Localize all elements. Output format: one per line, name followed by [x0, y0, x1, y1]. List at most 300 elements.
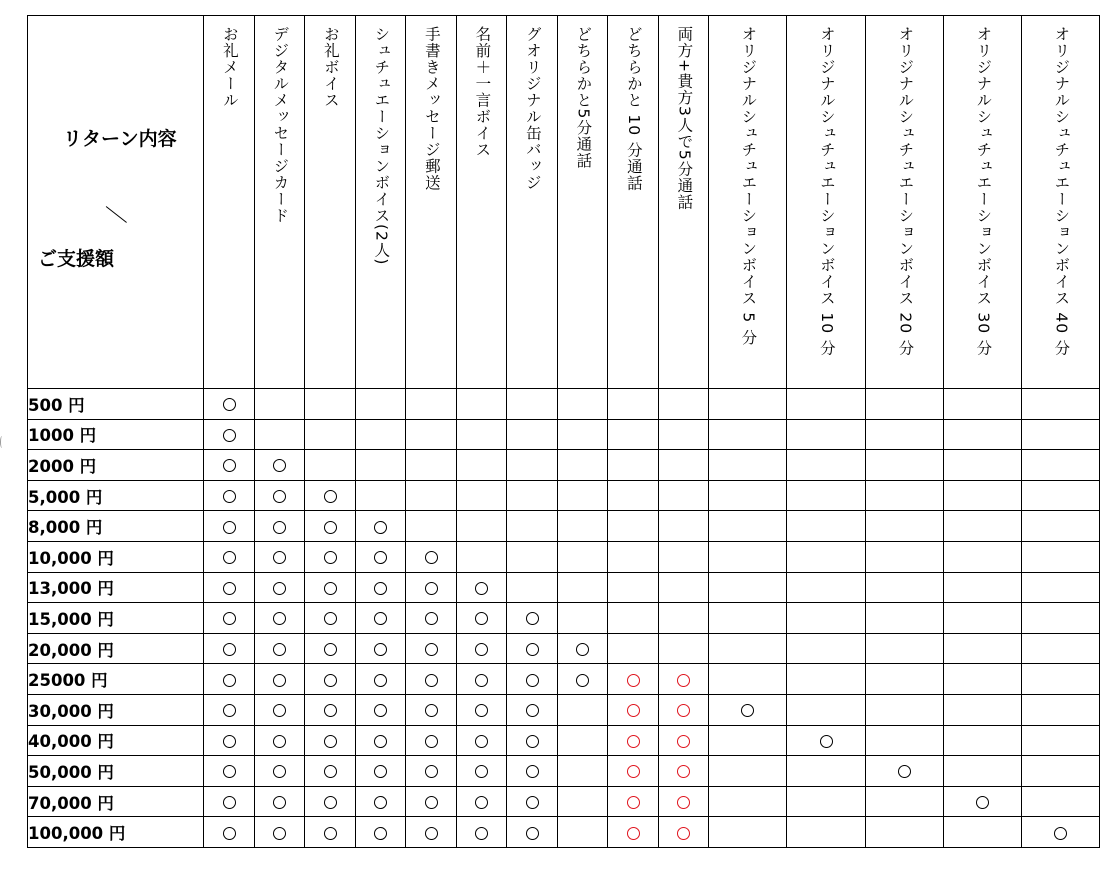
- table-cell: [406, 694, 457, 725]
- table-cell: [305, 572, 356, 603]
- table-cell: [305, 694, 356, 725]
- column-header-5: [406, 16, 457, 389]
- column-header-label: 両方+貴方3人で5分通話: [675, 26, 694, 211]
- table-cell: [204, 450, 255, 481]
- table-cell: [659, 480, 709, 511]
- table-cell: [305, 603, 356, 634]
- table-cell: [255, 633, 305, 664]
- table-cell: [457, 419, 507, 450]
- included-mark: [324, 674, 337, 687]
- table-cell: [406, 389, 457, 420]
- table-cell: [709, 786, 787, 817]
- table-cell: [204, 480, 255, 511]
- included-mark: [425, 582, 438, 595]
- included-mark-red: [627, 765, 640, 778]
- column-header-12: [787, 16, 866, 389]
- column-header-13: [866, 16, 944, 389]
- table-cell: [659, 419, 709, 450]
- table-cell: [356, 389, 406, 420]
- included-mark-red: [627, 674, 640, 687]
- included-mark: [324, 582, 337, 595]
- table-cell: [305, 633, 356, 664]
- table-cell: [608, 541, 659, 572]
- table-cell: [558, 817, 608, 848]
- table-cell: [787, 694, 866, 725]
- table-cell: [255, 725, 305, 756]
- table-cell: [255, 419, 305, 450]
- table-cell: [406, 572, 457, 603]
- table-cell: [944, 603, 1022, 634]
- table-cell: [204, 664, 255, 695]
- table-cell: [1022, 572, 1100, 603]
- table-cell: [709, 541, 787, 572]
- included-mark: [324, 704, 337, 717]
- included-mark: [223, 796, 236, 809]
- table-cell: [204, 725, 255, 756]
- column-header-8: [558, 16, 608, 389]
- included-mark: [898, 765, 911, 778]
- table-cell: [457, 450, 507, 481]
- table-cell: [406, 450, 457, 481]
- table-cell: [944, 664, 1022, 695]
- table-cell: [709, 633, 787, 664]
- table-cell: [558, 756, 608, 787]
- table-row: [28, 480, 1100, 511]
- support-amount: 20,000 円: [28, 633, 204, 664]
- table-cell: [204, 817, 255, 848]
- table-row: [28, 572, 1100, 603]
- table-cell: [457, 817, 507, 848]
- table-cell: [356, 450, 406, 481]
- included-mark: [374, 582, 387, 595]
- included-mark: [526, 612, 539, 625]
- table-cell: [457, 664, 507, 695]
- table-cell: [1022, 419, 1100, 450]
- table-cell: [507, 480, 558, 511]
- table-cell: [558, 633, 608, 664]
- included-mark: [425, 551, 438, 564]
- table-row: [28, 511, 1100, 542]
- table-cell: [659, 817, 709, 848]
- table-cell: [558, 419, 608, 450]
- included-mark: [475, 612, 488, 625]
- column-header-label: シュチュエーションボイス(2人): [372, 26, 391, 266]
- included-mark: [425, 704, 438, 717]
- table-cell: [866, 786, 944, 817]
- table-cell: [787, 480, 866, 511]
- included-mark: [223, 704, 236, 717]
- included-mark: [273, 796, 286, 809]
- included-mark: [223, 459, 236, 472]
- included-mark: [273, 490, 286, 503]
- table-cell: [709, 450, 787, 481]
- included-mark: [425, 674, 438, 687]
- table-cell: [1022, 603, 1100, 634]
- table-row: [28, 786, 1100, 817]
- included-mark: [374, 612, 387, 625]
- table-cell: [787, 389, 866, 420]
- table-cell: [608, 664, 659, 695]
- included-mark: [324, 490, 337, 503]
- table-cell: [1022, 786, 1100, 817]
- included-mark: [324, 796, 337, 809]
- table-cell: [608, 450, 659, 481]
- column-header-label: グオリジナル缶バッジ: [523, 26, 542, 191]
- support-amount: 8,000 円: [28, 511, 204, 542]
- table-cell: [659, 725, 709, 756]
- corner-cell: [28, 16, 204, 389]
- table-row: [28, 756, 1100, 787]
- table-cell: [507, 786, 558, 817]
- table-cell: [204, 694, 255, 725]
- included-mark: [526, 827, 539, 840]
- included-mark-red: [677, 735, 690, 748]
- included-mark: [223, 735, 236, 748]
- table-cell: [457, 511, 507, 542]
- table-cell: [1022, 664, 1100, 695]
- table-cell: [659, 633, 709, 664]
- table-cell: [507, 511, 558, 542]
- support-amount: 25000 円: [28, 664, 204, 695]
- column-header-11: [709, 16, 787, 389]
- table-cell: [204, 541, 255, 572]
- included-mark: [425, 796, 438, 809]
- included-mark: [223, 643, 236, 656]
- left-edge-mark: [0, 436, 4, 448]
- table-cell: [659, 389, 709, 420]
- table-cell: [305, 664, 356, 695]
- table-cell: [659, 541, 709, 572]
- table-cell: [558, 603, 608, 634]
- table-cell: [608, 419, 659, 450]
- column-header-label: どちらかと 10 分通話: [624, 26, 643, 192]
- table-cell: [1022, 450, 1100, 481]
- included-mark: [374, 827, 387, 840]
- column-header-label: お礼ボイス: [321, 26, 340, 109]
- included-mark: [526, 765, 539, 778]
- reward-matrix-table: [27, 15, 1100, 848]
- included-mark: [374, 704, 387, 717]
- table-cell: [457, 725, 507, 756]
- table-cell: [709, 603, 787, 634]
- table-cell: [709, 664, 787, 695]
- table-cell: [356, 725, 406, 756]
- column-header-6: [457, 16, 507, 389]
- table-cell: [305, 817, 356, 848]
- table-cell: [457, 480, 507, 511]
- table-cell: [507, 603, 558, 634]
- included-mark: [475, 643, 488, 656]
- table-cell: [507, 694, 558, 725]
- support-amount: 10,000 円: [28, 541, 204, 572]
- table-cell: [204, 756, 255, 787]
- included-mark: [425, 612, 438, 625]
- table-row: [28, 633, 1100, 664]
- table-cell: [255, 756, 305, 787]
- table-cell: [406, 786, 457, 817]
- table-row: [28, 725, 1100, 756]
- table-cell: [356, 603, 406, 634]
- table-cell: [787, 511, 866, 542]
- table-cell: [866, 511, 944, 542]
- included-mark: [374, 796, 387, 809]
- included-mark: [820, 735, 833, 748]
- included-mark: [273, 827, 286, 840]
- support-amount: 1000 円: [28, 419, 204, 450]
- support-amount: 100,000 円: [28, 817, 204, 848]
- included-mark: [475, 765, 488, 778]
- included-mark: [576, 674, 589, 687]
- table-cell: [558, 389, 608, 420]
- table-cell: [255, 389, 305, 420]
- table-body: [28, 389, 1100, 848]
- table-cell: [305, 756, 356, 787]
- table-cell: [457, 389, 507, 420]
- column-header-label: 名前＋一言ボイス: [473, 26, 492, 158]
- included-mark: [273, 521, 286, 534]
- table-cell: [866, 694, 944, 725]
- table-cell: [558, 480, 608, 511]
- included-mark: [223, 398, 236, 411]
- table-cell: [457, 572, 507, 603]
- included-mark: [324, 735, 337, 748]
- table-cell: [1022, 725, 1100, 756]
- included-mark: [374, 674, 387, 687]
- column-header-label: お礼メール: [220, 26, 239, 109]
- table-cell: [709, 725, 787, 756]
- column-header-10: [659, 16, 709, 389]
- table-cell: [457, 786, 507, 817]
- table-cell: [608, 725, 659, 756]
- table-cell: [944, 541, 1022, 572]
- table-cell: [356, 572, 406, 603]
- table-cell: [608, 817, 659, 848]
- table-cell: [406, 603, 457, 634]
- included-mark: [324, 612, 337, 625]
- column-header-label: デジタルメッセージカード: [271, 26, 290, 224]
- table-cell: [204, 786, 255, 817]
- support-amount: 2000 円: [28, 450, 204, 481]
- table-cell: [406, 541, 457, 572]
- table-cell: [866, 389, 944, 420]
- column-header-7: [507, 16, 558, 389]
- table-cell: [507, 572, 558, 603]
- included-mark: [273, 674, 286, 687]
- table-cell: [558, 572, 608, 603]
- table-cell: [787, 633, 866, 664]
- support-amount: 13,000 円: [28, 572, 204, 603]
- table-cell: [1022, 817, 1100, 848]
- table-cell: [709, 419, 787, 450]
- table-cell: [305, 450, 356, 481]
- table-cell: [305, 419, 356, 450]
- table-cell: [787, 572, 866, 603]
- table-cell: [608, 756, 659, 787]
- table-cell: [255, 480, 305, 511]
- table-cell: [558, 725, 608, 756]
- table-cell: [255, 817, 305, 848]
- support-amount: 15,000 円: [28, 603, 204, 634]
- table-cell: [787, 817, 866, 848]
- table-cell: [866, 541, 944, 572]
- table-cell: [787, 664, 866, 695]
- table-cell: [1022, 541, 1100, 572]
- included-mark: [223, 765, 236, 778]
- table-cell: [944, 480, 1022, 511]
- table-cell: [659, 664, 709, 695]
- column-header-label: オリジナルシュチュエーションボイス 40 分: [1052, 26, 1071, 357]
- table-cell: [457, 756, 507, 787]
- table-cell: [787, 419, 866, 450]
- included-mark: [374, 521, 387, 534]
- table-cell: [866, 817, 944, 848]
- included-mark: [526, 704, 539, 717]
- included-mark: [223, 674, 236, 687]
- included-mark: [475, 582, 488, 595]
- table-cell: [204, 389, 255, 420]
- table-cell: [944, 572, 1022, 603]
- table-cell: [944, 389, 1022, 420]
- included-mark-red: [677, 796, 690, 809]
- table-cell: [1022, 480, 1100, 511]
- table-cell: [659, 603, 709, 634]
- table-cell: [507, 450, 558, 481]
- table-cell: [866, 725, 944, 756]
- included-mark-red: [627, 704, 640, 717]
- table-cell: [608, 603, 659, 634]
- table-cell: [944, 786, 1022, 817]
- included-mark: [223, 612, 236, 625]
- included-mark-red: [677, 827, 690, 840]
- included-mark: [425, 827, 438, 840]
- table-cell: [709, 817, 787, 848]
- table-cell: [406, 480, 457, 511]
- included-mark: [425, 735, 438, 748]
- table-cell: [305, 480, 356, 511]
- table-cell: [204, 511, 255, 542]
- corner-label-amount: ご支援額: [38, 248, 115, 270]
- included-mark: [273, 459, 286, 472]
- table-cell: [356, 419, 406, 450]
- table-row: [28, 817, 1100, 848]
- included-mark: [576, 643, 589, 656]
- support-amount: 500 円: [28, 389, 204, 420]
- table-cell: [457, 541, 507, 572]
- table-cell: [507, 633, 558, 664]
- table-cell: [709, 389, 787, 420]
- included-mark: [374, 735, 387, 748]
- included-mark: [273, 704, 286, 717]
- table-row: [28, 389, 1100, 420]
- table-cell: [659, 694, 709, 725]
- table-cell: [255, 603, 305, 634]
- support-amount: 5,000 円: [28, 480, 204, 511]
- table-cell: [356, 511, 406, 542]
- included-mark: [526, 796, 539, 809]
- included-mark: [324, 765, 337, 778]
- table-cell: [787, 756, 866, 787]
- table-cell: [709, 572, 787, 603]
- table-cell: [866, 480, 944, 511]
- included-mark-red: [627, 827, 640, 840]
- table-cell: [558, 786, 608, 817]
- included-mark-red: [677, 765, 690, 778]
- column-header-2: [255, 16, 305, 389]
- table-cell: [659, 511, 709, 542]
- included-mark: [526, 674, 539, 687]
- included-mark-red: [627, 735, 640, 748]
- table-cell: [255, 786, 305, 817]
- table-cell: [709, 694, 787, 725]
- table-cell: [406, 756, 457, 787]
- table-cell: [507, 419, 558, 450]
- table-cell: [305, 786, 356, 817]
- included-mark: [475, 827, 488, 840]
- table-cell: [406, 511, 457, 542]
- included-mark: [374, 643, 387, 656]
- included-mark: [374, 765, 387, 778]
- table-cell: [1022, 389, 1100, 420]
- table-cell: [608, 389, 659, 420]
- column-header-label: 手書きメッセージ郵送: [422, 26, 441, 191]
- table-cell: [507, 756, 558, 787]
- included-mark: [223, 429, 236, 442]
- table-cell: [558, 450, 608, 481]
- table-cell: [659, 572, 709, 603]
- included-mark: [324, 643, 337, 656]
- table-cell: [866, 419, 944, 450]
- included-mark: [1054, 827, 1067, 840]
- included-mark: [475, 796, 488, 809]
- included-mark: [223, 551, 236, 564]
- column-header-label: オリジナルシュチュエーションボイス 10 分: [817, 26, 836, 357]
- table-cell: [944, 419, 1022, 450]
- included-mark: [475, 735, 488, 748]
- included-mark: [223, 521, 236, 534]
- table-cell: [709, 756, 787, 787]
- included-mark: [374, 551, 387, 564]
- table-cell: [255, 694, 305, 725]
- table-cell: [787, 786, 866, 817]
- table-cell: [608, 786, 659, 817]
- table-cell: [305, 389, 356, 420]
- column-header-4: [356, 16, 406, 389]
- support-amount: 70,000 円: [28, 786, 204, 817]
- column-header-9: [608, 16, 659, 389]
- table-cell: [507, 664, 558, 695]
- table-cell: [608, 694, 659, 725]
- table-cell: [457, 694, 507, 725]
- table-cell: [944, 725, 1022, 756]
- table-cell: [204, 633, 255, 664]
- table-cell: [507, 817, 558, 848]
- included-mark: [324, 551, 337, 564]
- corner-label-returns: リターン内容: [63, 128, 177, 150]
- table-cell: [356, 480, 406, 511]
- table-cell: [356, 541, 406, 572]
- table-cell: [356, 633, 406, 664]
- table-cell: [659, 450, 709, 481]
- table-cell: [944, 511, 1022, 542]
- table-cell: [204, 419, 255, 450]
- table-cell: [406, 725, 457, 756]
- table-cell: [866, 756, 944, 787]
- table-cell: [944, 633, 1022, 664]
- included-mark: [223, 582, 236, 595]
- table-cell: [709, 480, 787, 511]
- table-cell: [356, 756, 406, 787]
- table-cell: [507, 541, 558, 572]
